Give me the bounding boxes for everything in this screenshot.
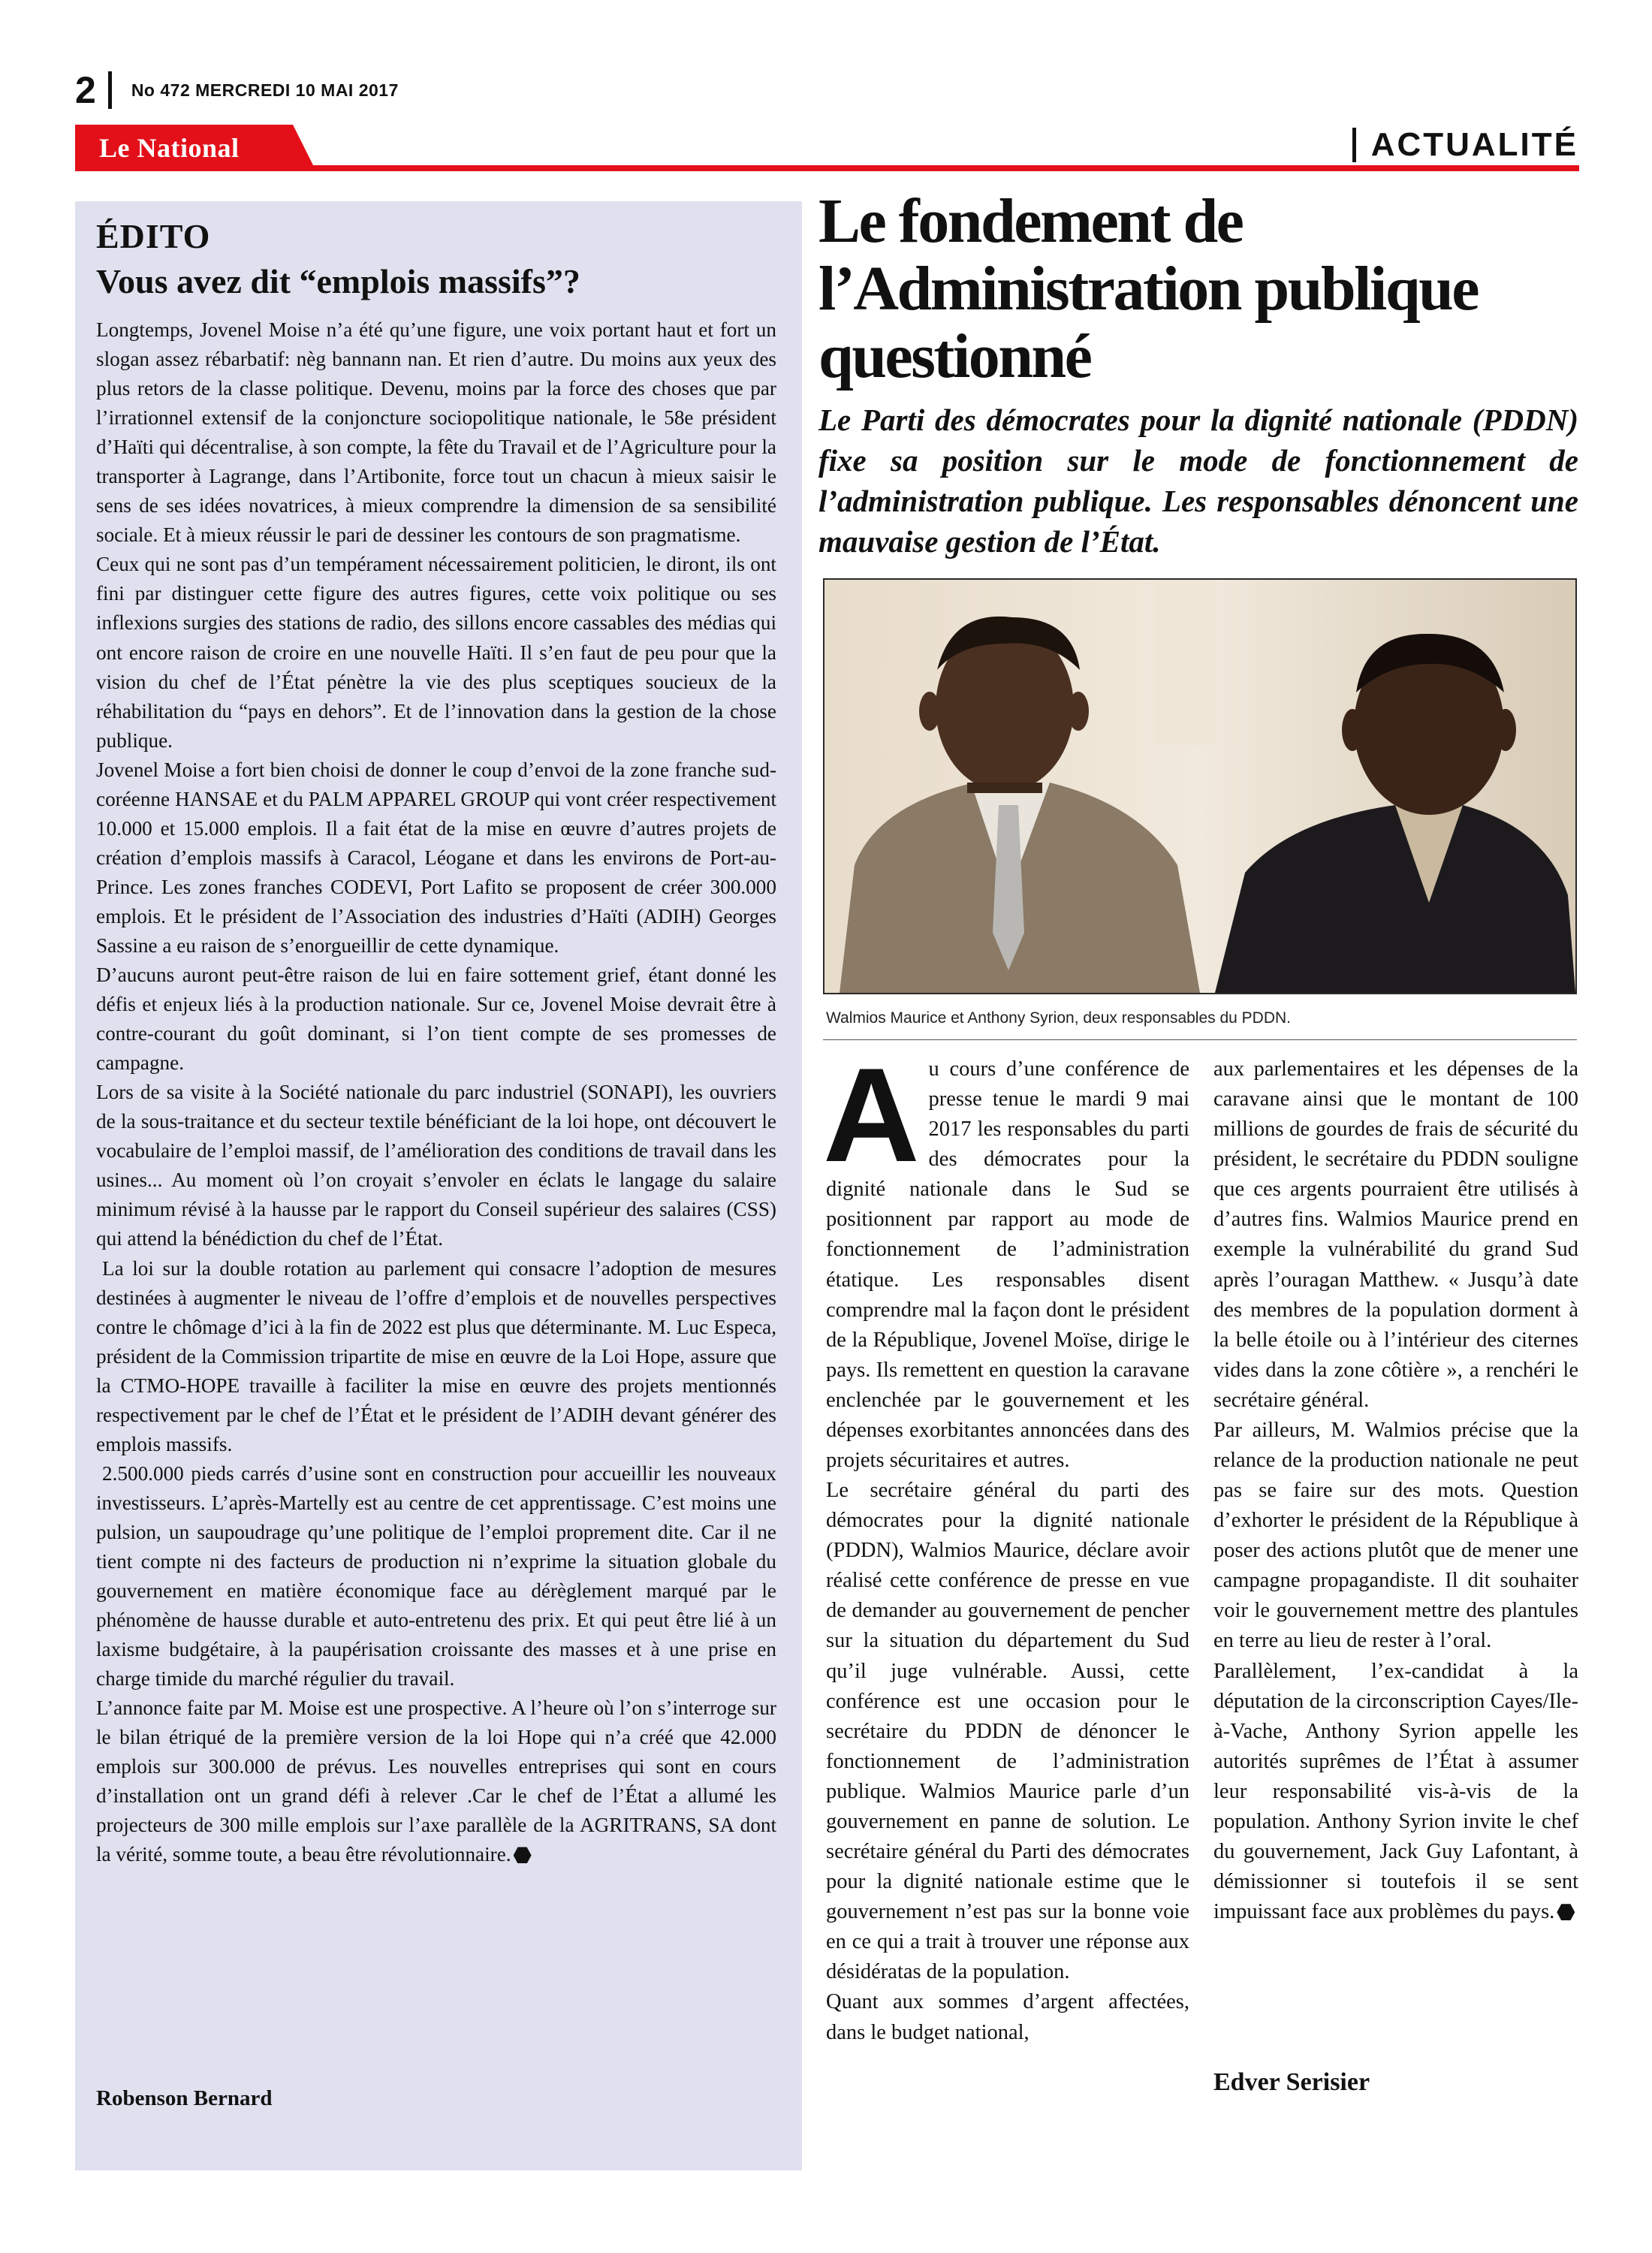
edito-paragraph-text: L’annonce faite par M. Moise est une prospective. A l’heure où l’on s’interroge sur le bilan étriqué de la première version de la loi Hope qui n’a créé que 42.000 emplois sur 300.000 de prévus. Les nouvelles entreprises qui sont en cours d’installation ont un grand défi à relever .Car le chef de l’État a allumé les projecteurs de 300 mille emplois sur l’axe parallèle de la AGRITRANS, SA dont la vérité, somme toute, a beau être révolutionnaire. (96, 1697, 776, 1866)
article-paragraph: aux parlementaires et les dépenses de la caravane ainsi que le montant de 100 millions de gourdes de frais de sécurité du président, le secrétaire du PDDN souligne que ces argents pourraient être utilisés à d’autres fins. Walmios Maurice prend en exemple la vulnérabilité du grand Sud après l’ouragan Matthew. « Jusqu’à date des membres de la population dorment à la belle étoile ou à l’intérieur des citernes vides dans la zone côtière », a renchéri le secrétaire général. (1213, 1057, 1578, 1412)
article-deck: Le Parti des démocrates pour la dignité nationale (PDDN) fixe sa position sur le mode de fonctionnement de l’administration publique. Les responsables dénoncent une mauvaise gestion de l’État. (818, 403, 1578, 559)
article-photo (823, 578, 1577, 994)
edito-kicker: ÉDITO (96, 217, 211, 255)
article-byline: Edver Serisier (1213, 2068, 1370, 2096)
caption-rule (823, 1039, 1577, 1040)
edito-paragraph: Jovenel Moise a fort bien choisi de donner le coup d’envoi de la zone franche sud-coréenne HANSAE et du PALM APPAREL GROUP qui vont créer respectivement 10.000 et 15.000 emplois. Il a fait état de la mise en œuvre d’autres projets de création d’emplois massifs à Caracol, Léogane et dans les environs de Port-au-Prince. Les zones franches CODEVI, Port Lafito se proposent de créer 300.000 emplois. Et le président de l’Association des industries d’Haïti (ADIH) Georges Sassine a eu raison de s’enorgueillir de cette dynamique. (96, 758, 776, 957)
edito-panel (75, 201, 802, 2170)
brand-banner (75, 125, 315, 170)
page-number: 2 (75, 69, 96, 111)
article-lead-text: u cours d’une conférence de presse tenue le mardi 9 mai 2017 les responsables du parti des démocrates pour la dignité nationale dans le Sud se positionnent par rapport au mode de fonctionnement de l’administration étatique. Les responsables disent comprendre mal la façon dont le président de la République, Jovenel Moïse, dirige le pays. Ils remettent en question la caravane enclenchée par le gouvernement et les dépenses exorbitantes annoncées dans des projets sécuritaires et autres. (826, 1057, 1189, 1473)
article-column-2 (1213, 1054, 1578, 1927)
photo-caption: Walmios Maurice et Anthony Syrion, deux responsables du PDDN. (826, 1009, 1292, 1027)
edito-body (96, 315, 776, 1869)
article-lead-paragraph (823, 1040, 1189, 1476)
brand-name: Le National (99, 133, 240, 163)
end-mark-icon (1557, 1904, 1575, 1920)
folio (75, 69, 399, 111)
section-divider (1352, 128, 1356, 162)
section-label: ACTUALITÉ (1370, 126, 1578, 163)
edito-author: Robenson Bernard (96, 2086, 273, 2110)
article-paragraph (1213, 1657, 1578, 1928)
dropcap: A (823, 1040, 920, 1190)
header-red-rule (75, 165, 1579, 171)
issue-date-line: No 472 MERCREDI 10 MAI 2017 (131, 80, 399, 100)
edito-paragraph (96, 1694, 776, 1869)
article-headline: Le fondement de l’Administration publique questionné (818, 186, 1479, 391)
photo-illustration (824, 580, 1575, 993)
edito-paragraph: D’aucuns auront peut-être raison de lui en faire sottement grief, étant donné les défis et enjeux liés à la production nationale. Sur ce, Jovenel Moise devrait être à contre-courant du goût dominant, si l’on tient compte de ses promesses de campagne. (96, 964, 776, 1075)
edito-paragraph: Ceux qui ne sont pas d’un tempérament nécessairement politicien, le diront, ils ont fini par distinguer cette figure des autres figures, cette voix politique ou ses inflexions surgies des stations de radio, des sillons encore cassables des médias qui ont encore raison de croire en une nouvelle Haïti. Il s’en faut de peu pour que la vision du chef de l’État pénètre la vie des plus sceptiques soucieux de la réhabilitation du “pays en dehors”. Et de l’innovation dans la gestion de la chose publique. (96, 553, 776, 752)
article-paragraph-text: Parallèlement, l’ex-candidat à la députation de la circonscription Cayes/Ile-à-Vache, Anthony Syrion appelle les autorités suprêmes de l’État à assumer leur responsabilité vis-à-vis de la population. Anthony Syrion invite le chef du gouvernement, Jack Guy Lafontant, à démissionner si toutefois il se sent impuissant face aux problèmes du pays. (1213, 1659, 1578, 1924)
end-mark-icon (514, 1847, 532, 1863)
edito-paragraph: 2.500.000 pieds carrés d’usine sont en construction pour accueillir les nouveaux investisseurs. L’après-Martelly est au centre de cet apprentissage. C’est moins une pulsion, un saupoudrage qu’une politique de l’emploi proprement dite. Car il ne tient compte ni des facteurs de production ni n’exprime la situation globale du gouvernement en matière économique face au dérèglement marqué par le phénomène de hausse durable et auto-entretenu des prix. Et qui peut être lié à un laxisme budgétaire, à la paupérisation croissante des masses et à une prise en charge timide du marché régulier du travail. (96, 1461, 776, 1691)
edito-paragraph: Lors de sa visite à la Société nationale du parc industriel (SONAPI), les ouvriers de la sous-traitance et du secteur textile bénéficiant de la loi hope, ont découvert le vocabulaire de l’emploi massif, de l’amélioration des conditions de travail dans les usines... Au moment où l’on croyait s’envoler en éclats le langage du salaire minimum révisé à la hausse par le rapport du Conseil supérieur des salaires (CSS) qui attend la bénédiction du chef de l’État. (96, 1081, 776, 1250)
article-paragraph: Par ailleurs, M. Walmios précise que la relance de la production nationale ne peut pas se faire sur des mots. Question d’exhorter le président de la République à poser des actions plutôt que de mener une campagne propagandiste. Il dit souhaiter voir le gouvernement mettre des plantules en terre au lieu de rester à l’oral. (1213, 1418, 1578, 1653)
edito-paragraph: La loi sur la double rotation au parlement qui consacre l’adoption de mesures destinées à augmenter le niveau de l’offre d’emplois et de nouvelles perspectives contre le chômage d’ici à la fin de 2022 est plus que déterminante. M. Luc Especa, président de la Commission tripartite de mise en œuvre de la Loi Hope, assure que la CTMO-HOPE travaille à faciliter la mise en œuvre des projets mentionnés respectivement par le chef de l’État et le président de l’ADIH devant générer des emplois massifs. (96, 1256, 776, 1455)
edito-paragraph: Longtemps, Jovenel Moise n’a été qu’une figure, une voix portant haut et fort un slogan assez rébarbatif: nèg bannann nan. Et rien d’autre. Du moins aux yeux des plus retors de la classe politique. Devenu, moins par la force des choses que par l’irrationnel extensif de la conjoncture sociopolitique nationale, le 58e président d’Haïti qui décentralise, à son compte, la fête du Travail et de l’Agriculture pour la transporter à Lagrange, dans l’Artibonite, force tout un chacun à mieux saisir le sens de ses idées novatrices, à mieux comprendre la dimension de sa sensibilité sociale. Et à mieux réussir le pari de dessiner les contours de son pragmatisme. (96, 318, 776, 547)
article-paragraph: Quant aux sommes d’argent affectées, dans le budget national, (826, 1990, 1189, 2044)
edito-title: Vous avez dit “emplois massifs”? (96, 262, 580, 300)
section-label-wrap (1352, 125, 1578, 165)
article-column-1 (823, 1040, 1189, 2048)
folio-divider (108, 71, 112, 109)
article-paragraph: Le secrétaire général du parti des démocrates pour la dignité nationale (PDDN), Walmios Maurice, déclare avoir réalisé cette conférence de presse en vue de demander au gouvernement de pencher sur la situation du département du Sud qu’il juge vulnérable. Aussi, cette conférence est une occasion pour le secrétaire du PDDN de dénoncer le fonctionnement de l’administration publique. Walmios Maurice parle d’un gouvernement en panne de solution. Le secrétaire général du Parti des démocrates pour la dignité nationale estime que le gouvernement n’est pas sur la bonne voie en ce qui a trait à trouver une réponse aux désidératas de la population. (826, 1479, 1189, 1984)
